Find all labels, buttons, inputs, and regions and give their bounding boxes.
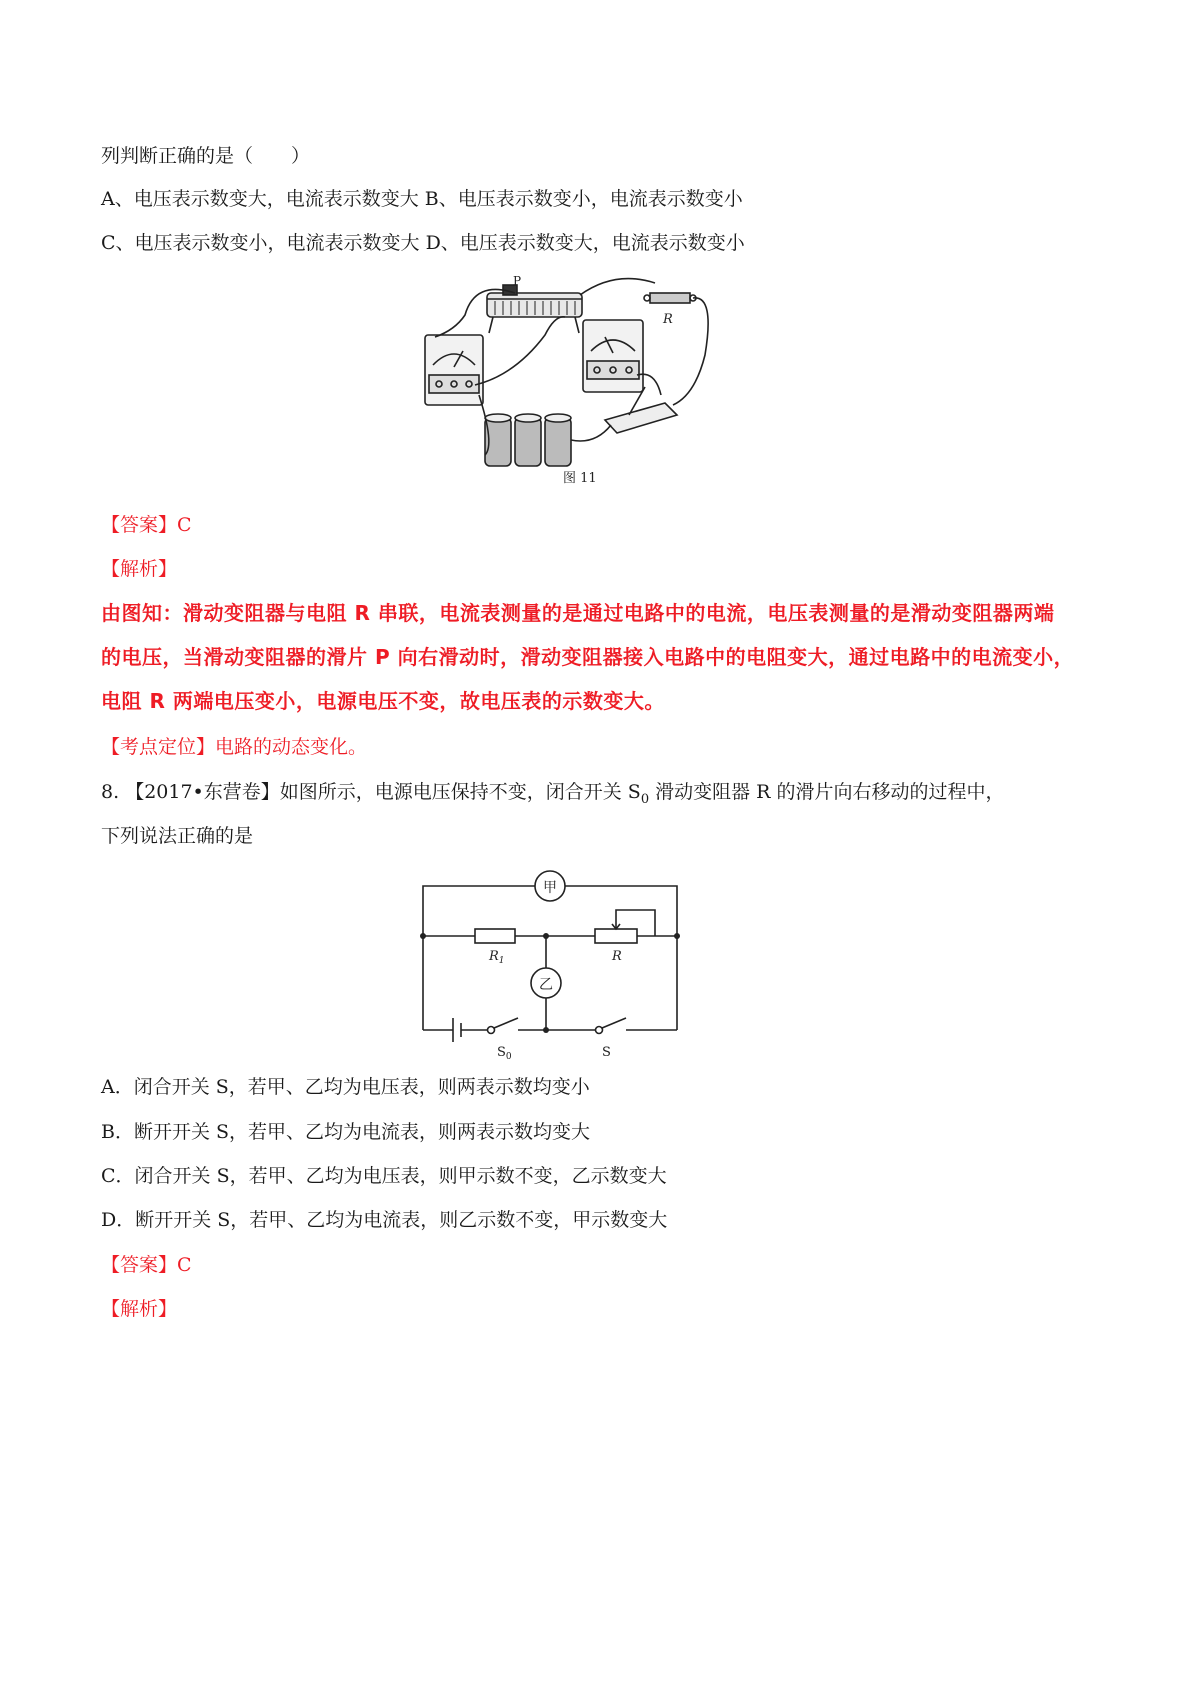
- analysis-tag: 【解析】: [101, 558, 178, 580]
- q7-fig-label-p: P: [513, 275, 522, 288]
- q8-answer: [101, 1253, 192, 1277]
- meter-yi-label: 乙: [539, 977, 553, 993]
- q7-analysis-line-3: 电阻 R 两端电压变小，电源电压不变，故电压表的示数变大。: [101, 689, 665, 713]
- q7-circuit-photo: [415, 275, 735, 490]
- answer-value: C: [177, 1254, 192, 1276]
- q8-number: 8.: [101, 781, 120, 803]
- answer-value: C: [177, 514, 192, 536]
- q7-analysis-line-2: 的电压，当滑动变阻器的滑片 P 向右滑动时，滑动变阻器接入电路中的电阻变大，通过电路中的电流变小，: [101, 645, 1075, 669]
- q8-option-b: B．断开开关 S，若甲、乙均为电流表，则两表示数均变大: [101, 1121, 591, 1143]
- q7-options-ab: A、电压表示数变大，电流表示数变大 B、电压表示数变小，电流表示数变小: [101, 188, 743, 210]
- q8-stem-line-2: 下列说法正确的是: [101, 825, 254, 847]
- analysis-tag: 【解析】: [101, 1298, 178, 1320]
- q7-options-cd: C、电压表示数变小，电流表示数变大 D、电压表示数变大，电流表示数变小: [101, 232, 745, 254]
- q7-stem-end: 列判断正确的是（ ）: [101, 145, 311, 167]
- q8-stem-part1: 如图所示，电源电压保持不变，闭合开关 S: [279, 781, 641, 803]
- q8-option-d: D．断开开关 S，若甲、乙均为电流表，则乙示数不变，甲示数变大: [101, 1209, 668, 1231]
- q7-fig-label-r: R: [663, 312, 673, 327]
- s-label: S: [602, 1045, 611, 1060]
- q7-analysis-tag: [101, 557, 177, 581]
- q8-source: 【2017•东营卷】: [125, 781, 280, 803]
- q7-analysis-line-1: 由图知：滑动变阻器与电阻 R 串联，电流表测量的是通过电路中的电流，电压表测量的是滑动变阻器两端: [101, 601, 1055, 625]
- s0-label: $S_0$: [497, 1045, 512, 1062]
- r1-label: $R_1$: [489, 949, 505, 966]
- keypoint-text: 电路的动态变化。: [215, 736, 368, 758]
- q8-option-a: A．闭合开关 S，若甲、乙均为电压表，则两表示数均变小: [101, 1076, 590, 1098]
- keypoint-tag: 【考点定位】: [101, 736, 216, 758]
- answer-tag: 【答案】: [101, 1254, 178, 1276]
- q8-stem-sub: 0: [640, 791, 650, 807]
- q7-keypoint: [101, 735, 367, 759]
- q8-circuit-diagram: [415, 868, 715, 1068]
- r-label: R: [612, 949, 622, 964]
- q7-answer: [101, 513, 192, 537]
- q8-stem-line-1: [101, 780, 1005, 812]
- q8-analysis-tag: [101, 1297, 177, 1321]
- meter-jia-label: 甲: [543, 880, 557, 896]
- q8-stem-part2: 滑动变阻器 R 的滑片向右移动的过程中，: [649, 781, 1005, 803]
- q7-fig-caption: 图 11: [563, 471, 597, 486]
- answer-tag: 【答案】: [101, 514, 178, 536]
- q8-option-c: C．闭合开关 S，若甲、乙均为电压表，则甲示数不变，乙示数变大: [101, 1165, 667, 1187]
